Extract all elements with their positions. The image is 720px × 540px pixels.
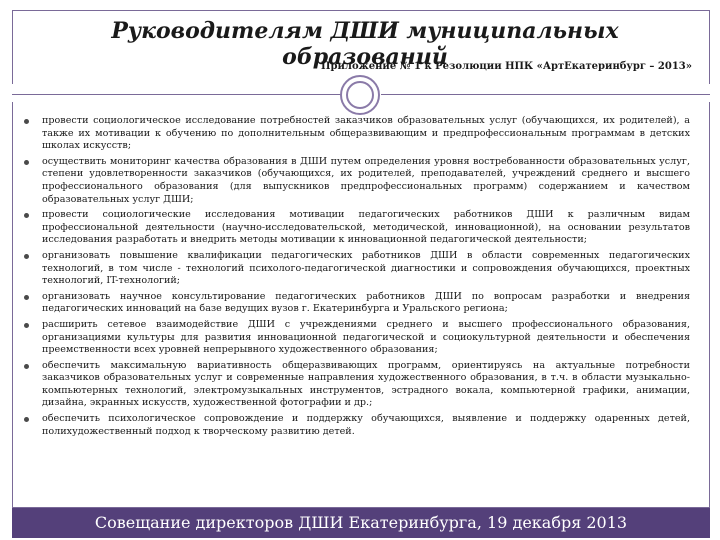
page-subtitle: Приложение № 1 к Резолюции НПК «АртЕкатеринбург – 2013»: [321, 61, 692, 72]
footer-banner: Совещание директоров ДШИ Екатеринбурга, 19 декабря 2013: [12, 508, 710, 538]
separator-line-left: [12, 94, 341, 95]
circle-ornament-icon: [340, 75, 380, 115]
list-item-text: обеспечить психологическое сопровождение и поддержку обучающихся, выявление и поддержку одаренных детей, полихудожественный подход к творческому развитию детей.: [42, 413, 690, 437]
list-item: [22, 360, 690, 410]
page-title: Руководителям ДШИ муниципальных образований: [111, 18, 619, 70]
list-item-text: организовать повышение квалификации педагогических работников ДШИ в области современных педагогических технологий, в том числе - технологий психолого-педагогической диагностики и сопровождения обучающихся, проектных технологий, IT-технологий;: [42, 249, 690, 287]
bullet-icon: [24, 119, 29, 124]
bullet-icon: [24, 295, 29, 300]
list-item: [22, 291, 690, 316]
list-item: [22, 413, 690, 438]
list-item: [22, 156, 690, 206]
separator-line-right: [381, 94, 710, 95]
list-item: [22, 115, 690, 153]
list-item: [22, 250, 690, 288]
bullet-icon: [24, 160, 29, 165]
list-item-text: провести социологическое исследование потребностей заказчиков образовательных услуг (обучающихся, их родителей), а также их мотивации к обучению по дополнительным общеразвивающим и предпрофессиональным программам в детских школах искусств;: [42, 115, 690, 152]
list-item-text: провести социологические исследования мотивации педагогических работников ДШИ к различным видам профессиональной деятельности (научно-исследовательской, методической, инновационной), на основании результатов исследования разработать и внедрить методы мотивации к инновационной педагогической деятельности;: [42, 209, 690, 246]
bullet-icon: [24, 254, 29, 259]
list-item-text: расширить сетевое взаимодействие ДШИ с учреждениями среднего и высшего профессионального образования, организациями культуры для развития инновационной педагогической и социокультурной деятельности и обеспечения преемственности всех уровней непрерывного художественного образования;: [42, 318, 690, 356]
bullet-icon: [24, 364, 29, 369]
bullet-icon: [24, 417, 29, 422]
list-item-text: обеспечить максимальную вариативность общеразвивающих программ, ориентируясь на актуальные потребности заказчиков образовательных услуг и современные направления художественного образования, в т.ч. в области музыкально-компьютерных технологий, электромузыкальных инструментов, эстрадного вокала, компьютерной графики, анимации, дизайна, экранных искусств, художественной фотографии и др.;: [42, 359, 690, 409]
list-item: [22, 319, 690, 357]
list-item-text: организовать научное консультирование педагогических работников ДШИ по вопросам разработки и внедрения педагогических инноваций на базе ведущих вузов г. Екатеринбурга и Уральского региона;: [42, 290, 690, 315]
bullet-icon: [24, 323, 29, 328]
bullet-icon: [24, 213, 29, 218]
list-item-text: осуществить мониторинг качества образования в ДШИ путем определения уровня востребованности образовательных услуг, степени удовлетворенности заказчиков (обучающихся, их родителей, преподавателей, учреждений среднего и высшего профессионального образования (для выпускников предпрофессиональных программ) содержанием и качеством образовательных услуг ДШИ;: [42, 155, 690, 205]
list-item: [22, 209, 690, 247]
recommendations-list: [22, 115, 690, 441]
